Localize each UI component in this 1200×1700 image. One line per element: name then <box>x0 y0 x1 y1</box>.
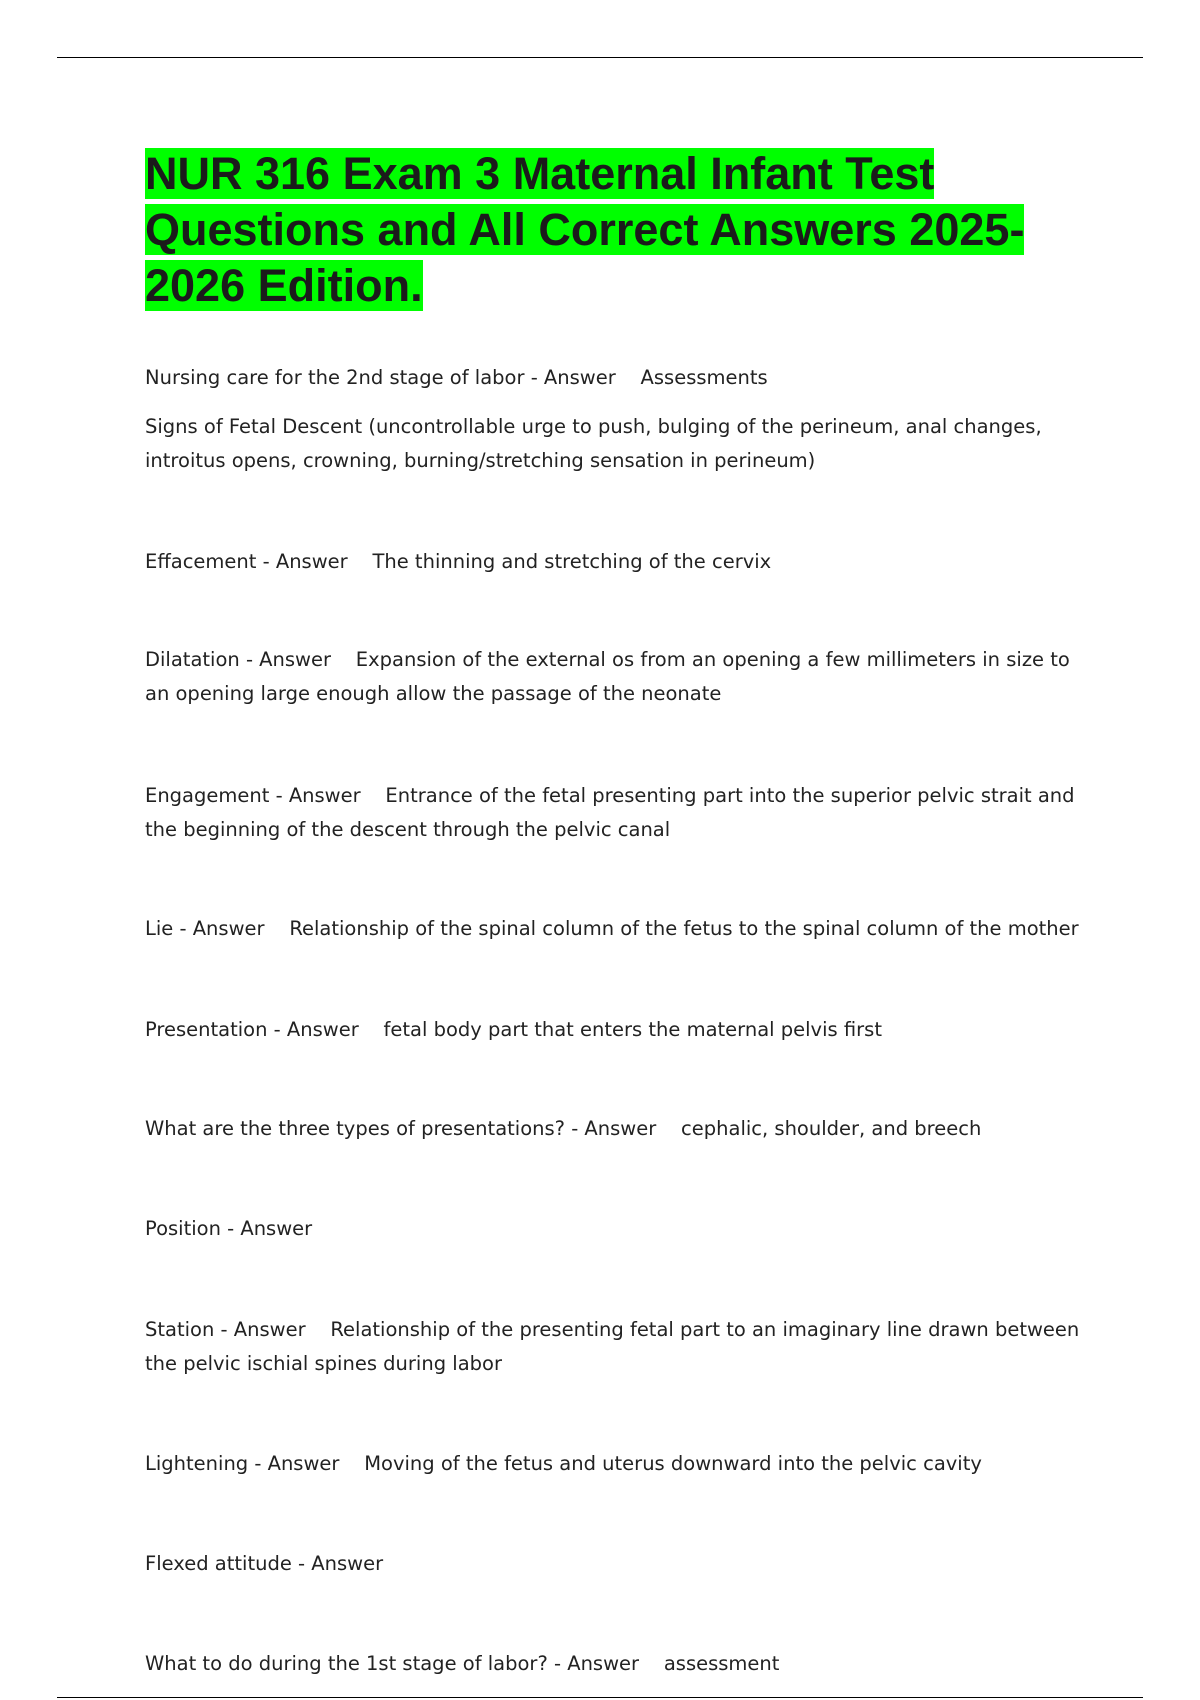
qa-entry: Signs of Fetal Descent (uncontrollable urge to push, bulging of the perineum, anal changes, introitus opens, crowning, burning/stretching sensation in perineum) <box>145 415 1048 472</box>
document-title-highlight: NUR 316 Exam 3 Maternal Infant Test Questions and All Correct Answers 2025-2026 Edition. <box>145 148 1025 311</box>
qa-entry: Effacement - Answer The thinning and stretching of the cervix <box>145 550 772 573</box>
qa-entry: Station - Answer Relationship of the presenting fetal part to an imaginary line drawn between the pelvic ischial spines during labor <box>145 1318 1086 1375</box>
qa-entry: Flexed attitude - Answer <box>145 1552 384 1575</box>
qa-entry: Dilatation - Answer Expansion of the external os from an opening a few millimeters in size to an opening large enough allow the passage of the neonate <box>145 648 1077 705</box>
qa-entry: Lie - Answer Relationship of the spinal column of the fetus to the spinal column of the mother <box>145 917 1079 940</box>
document-title <box>145 146 1045 314</box>
qa-entry: What are the three types of presentations? - Answer cephalic, shoulder, and breech <box>145 1117 982 1140</box>
qa-entry: Lightening - Answer Moving of the fetus and uterus downward into the pelvic cavity <box>145 1452 982 1475</box>
qa-entry: Position - Answer <box>145 1217 313 1240</box>
qa-entry: What to do during the 1st stage of labor? - Answer assessment <box>145 1652 780 1675</box>
qa-entry: Nursing care for the 2nd stage of labor - Answer Assessments <box>145 366 768 389</box>
qa-entry: Engagement - Answer Entrance of the fetal presenting part into the superior pelvic strait and the beginning of the descent through the pelvic canal <box>145 784 1081 841</box>
top-rule <box>57 57 1143 58</box>
bottom-rule <box>57 1697 1143 1698</box>
qa-entry: Presentation - Answer fetal body part that enters the maternal pelvis first <box>145 1018 882 1041</box>
